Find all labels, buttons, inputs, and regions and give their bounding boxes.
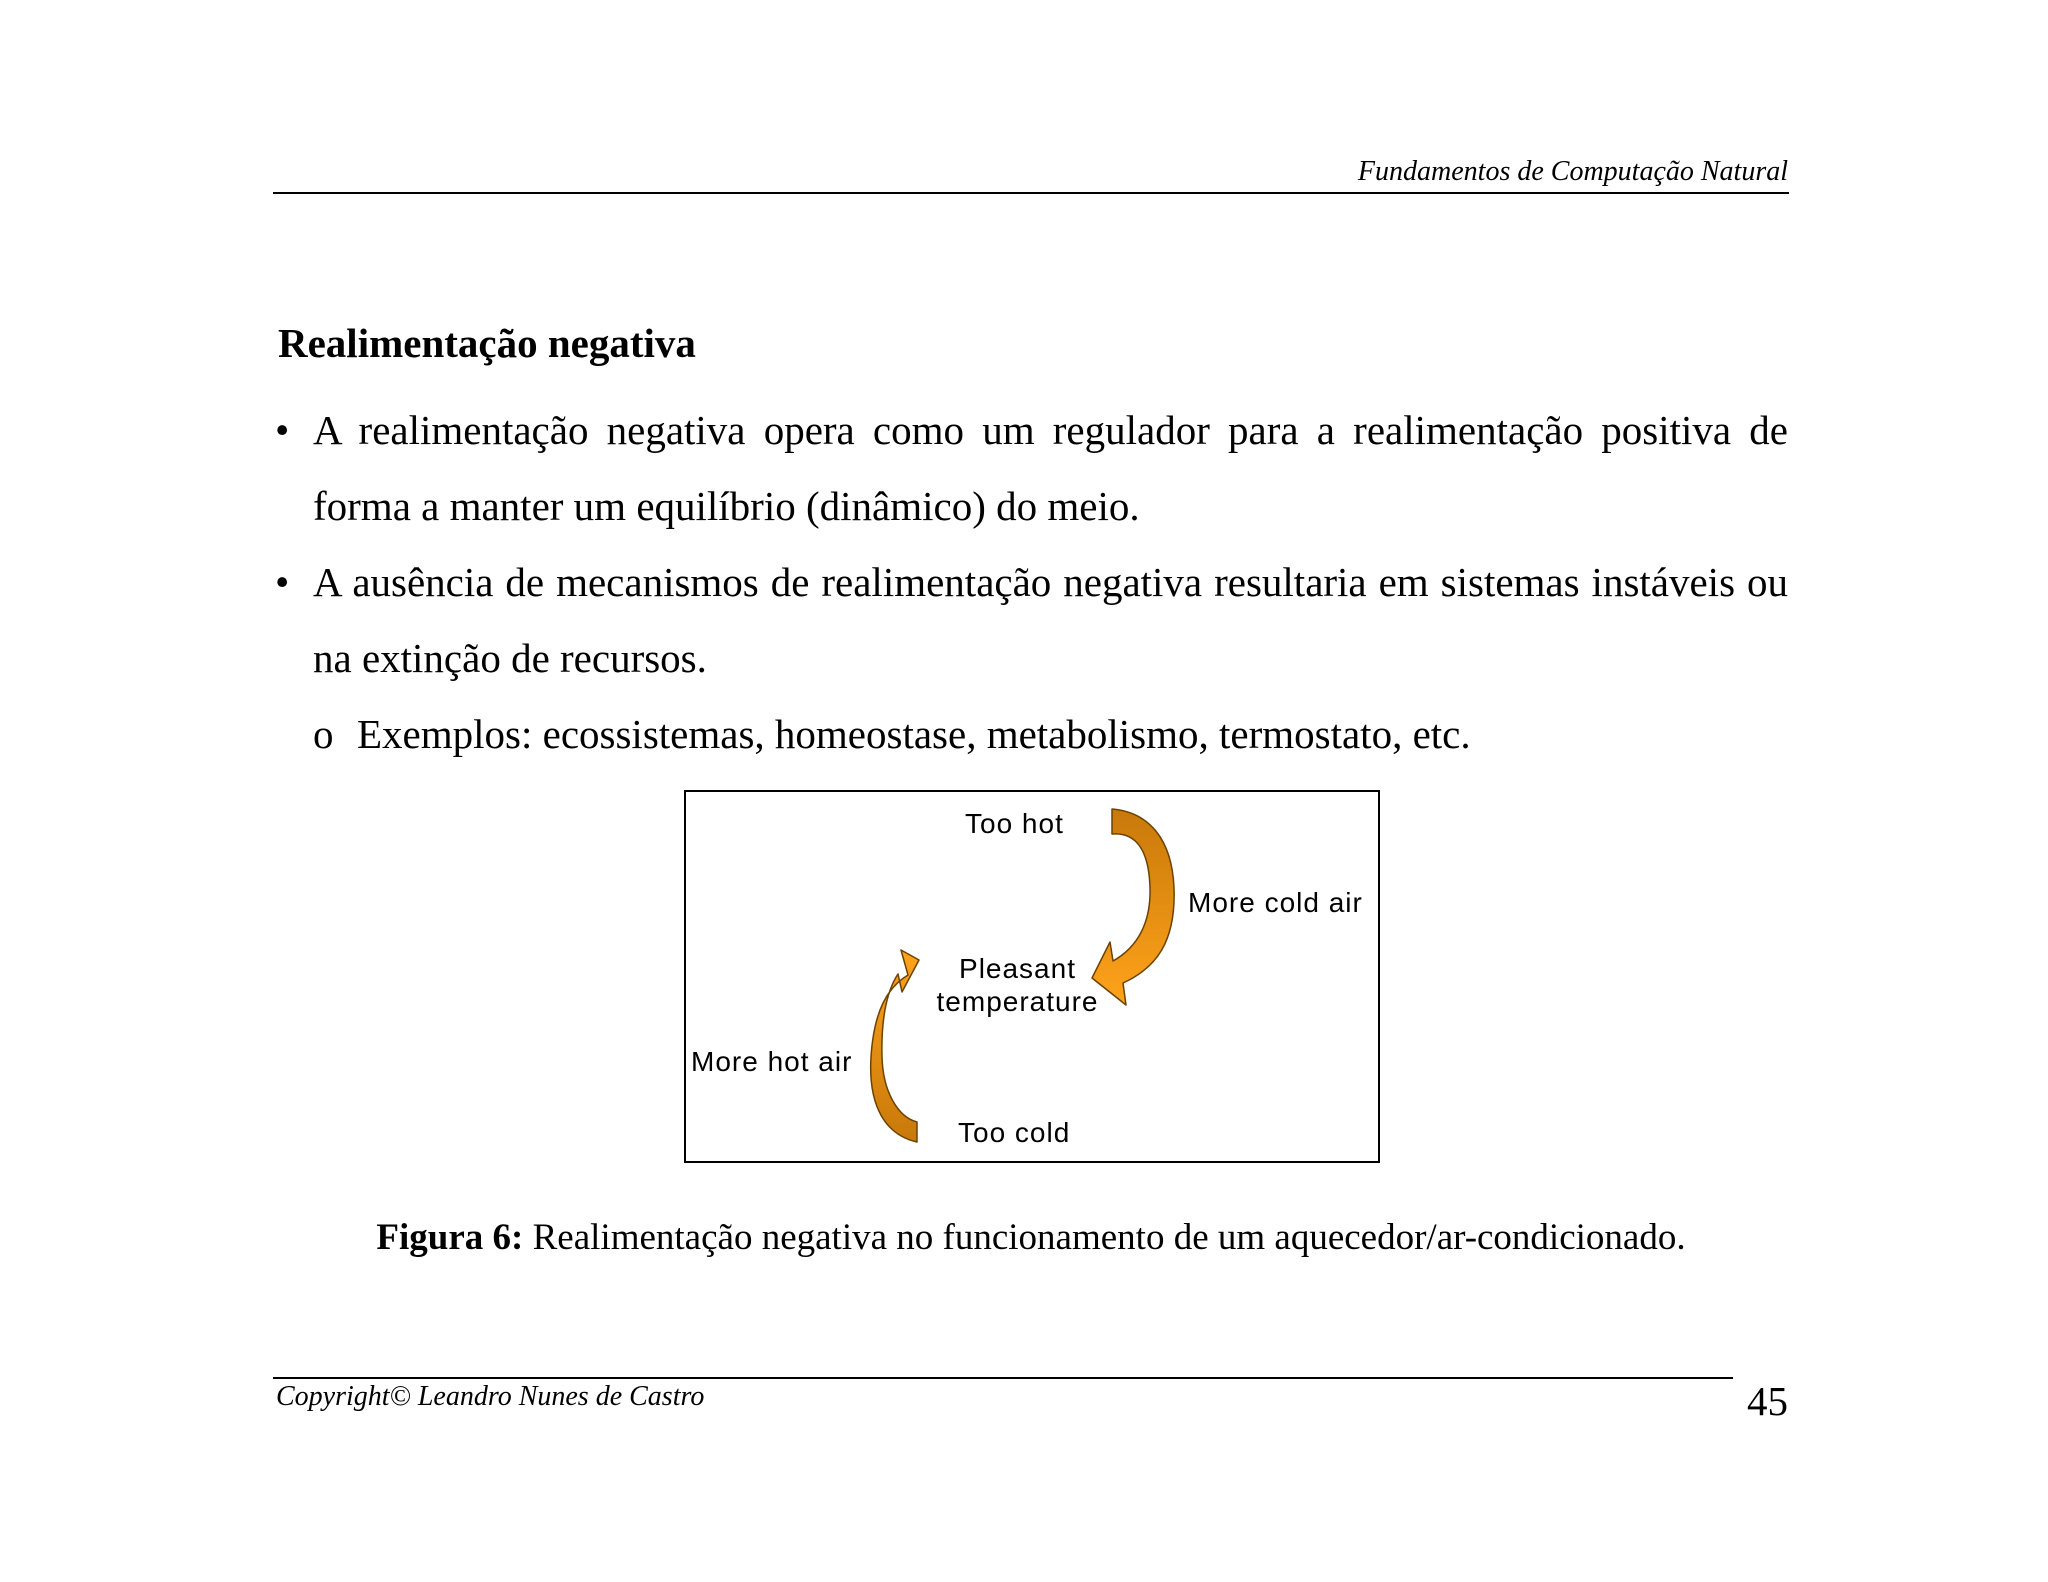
sub-bullet-marker: o [313, 711, 334, 757]
running-header: Fundamentos de Computação Natural [1357, 156, 1788, 187]
bullet-text: A realimentação negativa opera como um regulador para a realimentação positiva de forma a manter um equilíbrio (dinâmico) do meio. [313, 407, 1788, 529]
body-text [275, 392, 1788, 772]
label-more-cold-air: More cold air [1188, 887, 1363, 918]
header-rule [273, 192, 1789, 194]
footer-rule [273, 1377, 1733, 1379]
bullet-item [275, 392, 1788, 544]
figure-caption [273, 1215, 1789, 1261]
bullet-marker: • [275, 559, 290, 605]
sub-bullet-item [275, 696, 1788, 772]
bullet-marker: • [275, 407, 290, 453]
bullet-item [275, 544, 1788, 696]
footer-copyright: Copyright© Leandro Nunes de Castro [276, 1381, 705, 1412]
page-number: 45 [1747, 1378, 1788, 1424]
feedback-diagram [684, 790, 1380, 1163]
bullet-text: A ausência de mecanismos de realimentação negativa resultaria em sistemas instáveis ou na extinção de recursos. [313, 559, 1788, 681]
label-pleasant-line1: Pleasant [959, 953, 1076, 984]
label-too-hot: Too hot [965, 808, 1064, 839]
label-pleasant-line2: temperature [936, 986, 1099, 1017]
section-heading: Realimentação negativa [278, 320, 696, 366]
sub-bullet-text: Exemplos: ecossistemas, homeostase, metabolismo, termostato, etc. [357, 711, 1471, 757]
caption-text: Realimentação negativa no funcionamento de um aquecedor/ar-condicionado. [523, 1217, 1686, 1258]
label-too-cold: Too cold [958, 1117, 1071, 1148]
label-more-hot-air: More hot air [691, 1046, 853, 1077]
label-pleasant-temperature [930, 952, 1105, 1018]
caption-label: Figura 6: [376, 1217, 524, 1258]
heating-arrow [871, 950, 919, 1142]
